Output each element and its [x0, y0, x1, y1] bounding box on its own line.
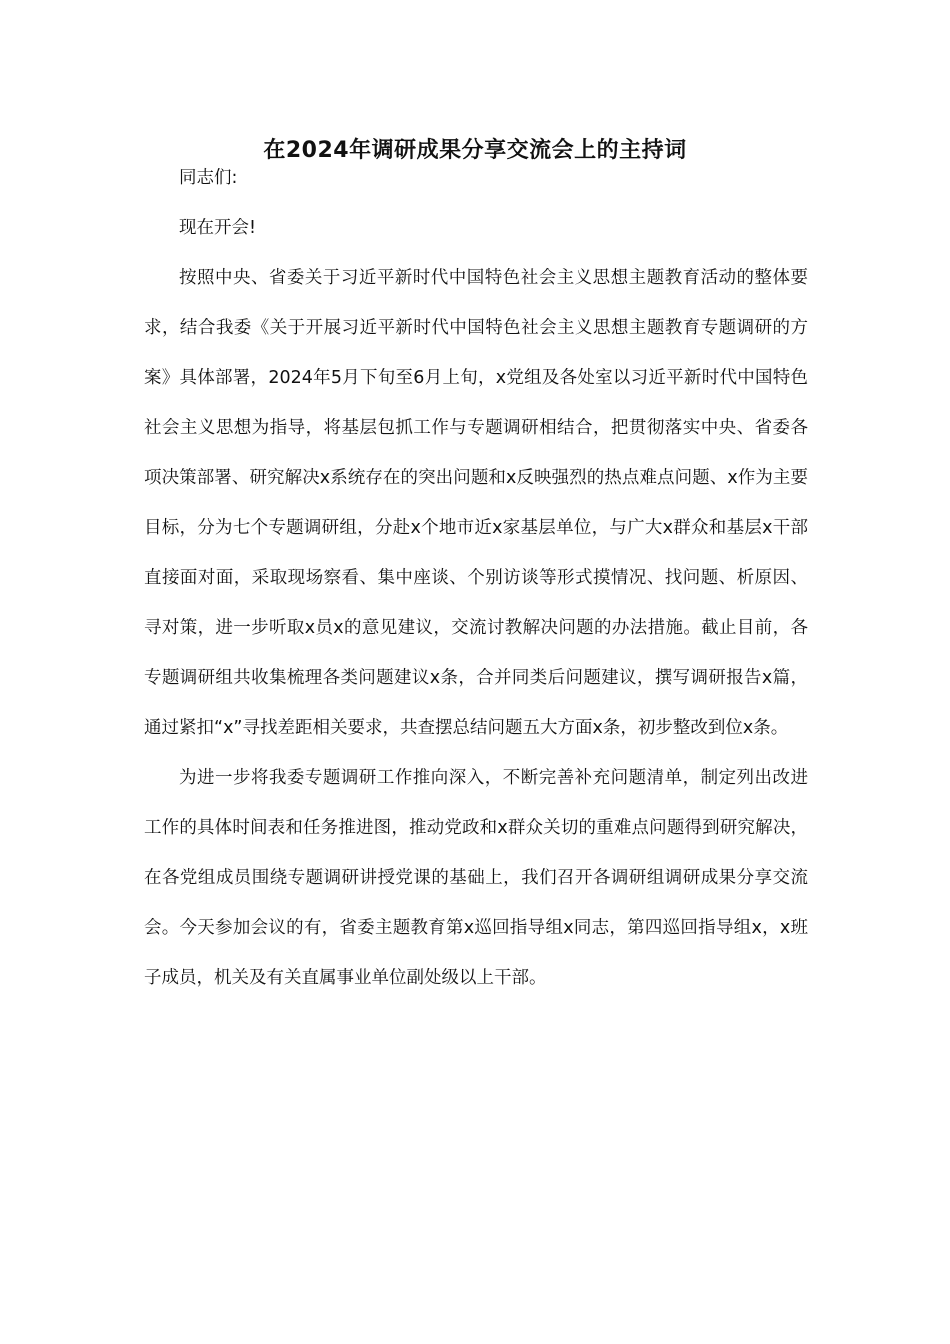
- opening-line: 现在开会!: [179, 218, 257, 238]
- document-title: 在2024年调研成果分享交流会上的主持词: [263, 138, 687, 163]
- paragraph-background: 按照中央、省委关于习近平新时代中国特色社会主义思想主题教育活动的整体要求，结合我委《关于开展习近平新时代中国特色社会主义思想主题教育专题调研的方案》具体部署，2024年5月下旬至6月上旬，x党组及各处室以习近平新时代中国特色社会主义思想为指导，将基层包抓工作与专题调研相结合，把贯彻落实中央、省委各项决策部署、研究解决x系统存在的突出问题和x反映强烈的热点难点问题、x作为主要目标，分为七个专题调研组，分赴x个地市近x家基层单位，与广大x群众和基层x干部直接面对面，采取现场察看、集中座谈、个别访谈等形式摸情况、找问题、析原因、寻对策，进一步听取x员x的意见建议，交流讨教解决问题的办法措施。截止目前，各专题调研组共收集梳理各类问题建议x条，合并同类后问题建议，撰写调研报告x篇，通过紧扣“x”寻找差距相关要求，共查摆总结问题五大方面x条，初步整改到位x条。: [144, 268, 808, 738]
- salutation: 同志们:: [179, 168, 238, 188]
- paragraph-meeting-purpose: 为进一步将我委专题调研工作推向深入，不断完善补充问题清单，制定列出改进工作的具体时间表和任务推进图，推动党政和x群众关切的重难点问题得到研究解决，在各党组成员围绕专题调研讲授党课的基础上，我们召开各调研组调研成果分享交流会。今天参加会议的有，省委主题教育第x巡回指导组x同志，第四巡回指导组x，x班子成员，机关及有关直属事业单位副处级以上干部。: [144, 768, 808, 988]
- document-body: [144, 153, 808, 1003]
